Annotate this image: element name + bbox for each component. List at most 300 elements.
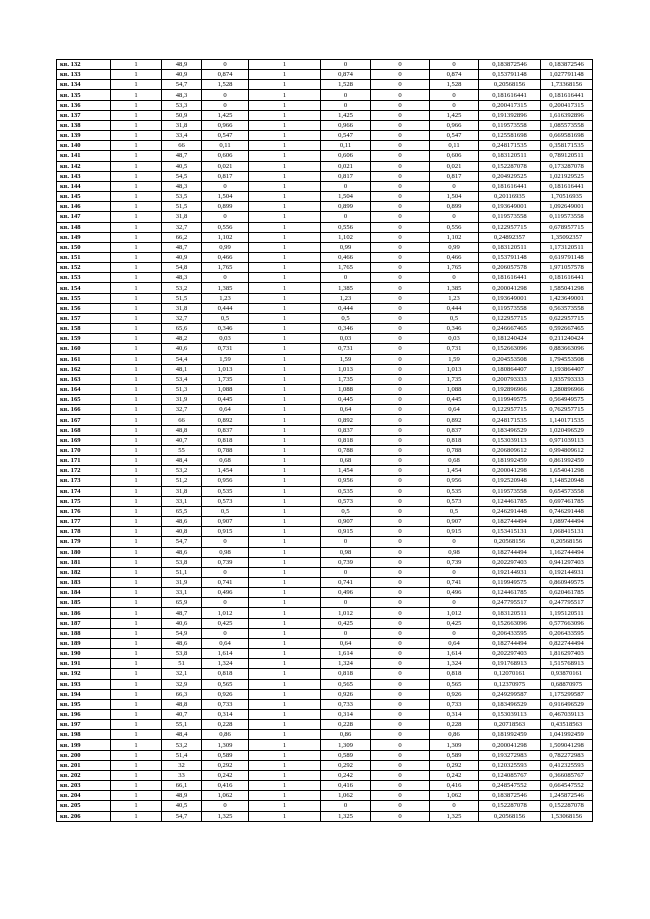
value-cell: 1,245872546 [541, 791, 593, 801]
value-cell: 0 [371, 781, 430, 791]
value-cell: 0 [371, 303, 430, 313]
apartment-label-cell: кв. 143 [57, 171, 111, 181]
value-cell: 0,817 [202, 171, 249, 181]
value-cell: 1 [249, 506, 321, 516]
value-cell: 1 [111, 120, 162, 130]
value-cell: 0 [321, 60, 371, 70]
apartment-label-cell: кв. 188 [57, 628, 111, 638]
value-cell: 0,181616441 [541, 181, 593, 191]
table-row [57, 90, 593, 100]
value-cell: 1 [249, 293, 321, 303]
value-cell: 33,1 [162, 588, 202, 598]
apartment-label-cell: кв. 154 [57, 283, 111, 293]
value-cell: 0,573 [321, 496, 371, 506]
apartment-label-cell: кв. 171 [57, 456, 111, 466]
value-cell: 0,966 [430, 120, 479, 130]
apartment-label-cell: кв. 155 [57, 293, 111, 303]
value-cell: 0,496 [430, 588, 479, 598]
value-cell: 1 [249, 649, 321, 659]
value-cell: 0 [430, 60, 479, 70]
apartment-label-cell: кв. 170 [57, 445, 111, 455]
value-cell: 0,03 [202, 334, 249, 344]
value-cell: 0,837 [430, 425, 479, 435]
value-cell: 1 [249, 313, 321, 323]
value-cell: 0 [371, 232, 430, 242]
apartment-label-cell: кв. 169 [57, 435, 111, 445]
apartment-label-cell: кв. 167 [57, 415, 111, 425]
value-cell: 1,062 [202, 791, 249, 801]
value-cell: 0,818 [202, 435, 249, 445]
value-cell: 1 [111, 100, 162, 110]
table-row [57, 192, 593, 202]
value-cell: 0,192520948 [479, 476, 541, 486]
value-cell: 1 [111, 171, 162, 181]
value-cell: 65,6 [162, 324, 202, 334]
value-cell: 0,249299587 [479, 689, 541, 699]
value-cell: 1,59 [321, 354, 371, 364]
value-cell: 0,733 [430, 699, 479, 709]
value-cell: 1 [249, 547, 321, 557]
value-cell: 1 [111, 313, 162, 323]
value-cell: 0,182744494 [479, 638, 541, 648]
value-cell: 1 [249, 730, 321, 740]
table-row [57, 131, 593, 141]
value-cell: 0,346 [321, 324, 371, 334]
value-cell: 53,8 [162, 649, 202, 659]
value-cell: 0,12370975 [479, 679, 541, 689]
value-cell: 0,200417315 [541, 100, 593, 110]
value-cell: 0,12070161 [479, 669, 541, 679]
value-cell: 0,669581698 [541, 131, 593, 141]
value-cell: 1,935793333 [541, 374, 593, 384]
table-row [57, 110, 593, 120]
value-cell: 0 [371, 141, 430, 151]
apartment-label-cell: кв. 149 [57, 232, 111, 242]
value-cell: 1 [111, 222, 162, 232]
value-cell: 54,7 [162, 811, 202, 821]
value-cell: 0 [371, 730, 430, 740]
table-row [57, 212, 593, 222]
value-cell: 48,9 [162, 791, 202, 801]
value-cell: 48,7 [162, 608, 202, 618]
value-cell: 0,183872546 [479, 60, 541, 70]
value-cell: 1 [111, 649, 162, 659]
table-row [57, 638, 593, 648]
value-cell: 0,192144931 [541, 567, 593, 577]
value-cell: 0,180864407 [479, 364, 541, 374]
value-cell: 0,68 [321, 456, 371, 466]
table-row [57, 801, 593, 811]
value-cell: 55 [162, 445, 202, 455]
value-cell: 31,8 [162, 212, 202, 222]
value-cell: 32,7 [162, 405, 202, 415]
value-cell: 0,971039113 [541, 435, 593, 445]
value-cell: 0,788 [202, 445, 249, 455]
value-cell: 0 [371, 252, 430, 262]
value-cell: 0,837 [202, 425, 249, 435]
value-cell: 48,1 [162, 364, 202, 374]
value-cell: 0,242 [430, 770, 479, 780]
value-cell: 0,20718563 [479, 720, 541, 730]
table-row [57, 100, 593, 110]
apartment-label-cell: кв. 138 [57, 120, 111, 130]
value-cell: 1,013 [321, 364, 371, 374]
value-cell: 1 [249, 445, 321, 455]
value-cell: 1 [111, 324, 162, 334]
value-cell: 0,926 [321, 689, 371, 699]
value-cell: 54,8 [162, 263, 202, 273]
value-cell: 0 [371, 110, 430, 120]
value-cell: 0,152663096 [479, 344, 541, 354]
value-cell: 0,496 [321, 588, 371, 598]
value-cell: 0,915 [321, 527, 371, 537]
table-row [57, 141, 593, 151]
value-cell: 0,183120511 [479, 151, 541, 161]
value-cell: 1 [249, 476, 321, 486]
table-row [57, 293, 593, 303]
apartment-label-cell: кв. 157 [57, 313, 111, 323]
apartment-label-cell: кв. 163 [57, 374, 111, 384]
value-cell: 65,5 [162, 506, 202, 516]
value-cell: 1 [111, 517, 162, 527]
value-cell: 0,200041298 [479, 466, 541, 476]
value-cell: 1,425 [430, 110, 479, 120]
value-cell: 1,509041298 [541, 740, 593, 750]
value-cell: 54,4 [162, 354, 202, 364]
value-cell: 0,11 [430, 141, 479, 151]
table-row [57, 456, 593, 466]
value-cell: 0,874 [430, 70, 479, 80]
value-cell: 0 [371, 659, 430, 669]
value-cell: 0,228 [202, 720, 249, 730]
table-row [57, 435, 593, 445]
value-cell: 0,153039113 [479, 710, 541, 720]
value-cell: 0,242 [321, 770, 371, 780]
value-cell: 0,200041298 [479, 283, 541, 293]
value-cell: 1 [111, 334, 162, 344]
table-row [57, 557, 593, 567]
value-cell: 1,309 [321, 740, 371, 750]
apartment-label-cell: кв. 196 [57, 710, 111, 720]
value-cell: 0 [371, 628, 430, 638]
value-cell: 1,454 [202, 466, 249, 476]
apartment-data-table [56, 59, 593, 822]
value-cell: 1 [249, 496, 321, 506]
value-cell: 1 [111, 588, 162, 598]
value-cell: 53,8 [162, 557, 202, 567]
value-cell: 0 [371, 263, 430, 273]
value-cell: 51,5 [162, 202, 202, 212]
value-cell: 1 [111, 415, 162, 425]
value-cell: 1 [249, 517, 321, 527]
value-cell: 0,183872546 [541, 60, 593, 70]
value-cell: 1 [249, 202, 321, 212]
value-cell: 40,5 [162, 801, 202, 811]
value-cell: 1 [111, 80, 162, 90]
value-cell: 0,606 [321, 151, 371, 161]
value-cell: 1,765 [321, 263, 371, 273]
apartment-label-cell: кв. 162 [57, 364, 111, 374]
value-cell: 53,2 [162, 466, 202, 476]
value-cell: 40,9 [162, 70, 202, 80]
value-cell: 40,6 [162, 344, 202, 354]
value-cell: 1,504 [202, 192, 249, 202]
table-row [57, 699, 593, 709]
value-cell: 53,4 [162, 374, 202, 384]
table-row [57, 313, 593, 323]
value-cell: 1,021929525 [541, 171, 593, 181]
value-cell: 0,247795517 [541, 598, 593, 608]
value-cell: 1 [111, 628, 162, 638]
value-cell: 1,35092357 [541, 232, 593, 242]
value-cell: 0,99 [321, 242, 371, 252]
value-cell: 0,416 [430, 781, 479, 791]
value-cell: 0 [371, 770, 430, 780]
table-row [57, 770, 593, 780]
value-cell: 1,528 [202, 80, 249, 90]
value-cell: 54,5 [162, 171, 202, 181]
apartment-label-cell: кв. 144 [57, 181, 111, 191]
value-cell: 1,324 [321, 659, 371, 669]
value-cell: 0,892 [202, 415, 249, 425]
value-cell: 1,089744494 [541, 517, 593, 527]
value-cell: 1,53068156 [541, 811, 593, 821]
value-cell: 48,7 [162, 151, 202, 161]
table-row [57, 405, 593, 415]
value-cell: 0 [371, 90, 430, 100]
apartment-label-cell: кв. 199 [57, 740, 111, 750]
value-cell: 1,614 [430, 649, 479, 659]
value-cell: 1,971057578 [541, 263, 593, 273]
value-cell: 66 [162, 415, 202, 425]
value-cell: 1,013 [430, 364, 479, 374]
value-cell: 54,7 [162, 80, 202, 90]
apartment-label-cell: кв. 161 [57, 354, 111, 364]
value-cell: 1,735 [321, 374, 371, 384]
apartment-label-cell: кв. 191 [57, 659, 111, 669]
value-cell: 66 [162, 141, 202, 151]
value-cell: 0,818 [430, 435, 479, 445]
apartment-label-cell: кв. 146 [57, 202, 111, 212]
value-cell: 0,535 [321, 486, 371, 496]
value-cell: 66,1 [162, 781, 202, 791]
value-cell: 1 [249, 577, 321, 587]
value-cell: 1 [249, 374, 321, 384]
value-cell: 0,122957715 [479, 222, 541, 232]
value-cell: 1 [111, 283, 162, 293]
apartment-label-cell: кв. 189 [57, 638, 111, 648]
value-cell: 1 [111, 151, 162, 161]
apartment-label-cell: кв. 179 [57, 537, 111, 547]
value-cell: 51,2 [162, 476, 202, 486]
value-cell: 0,573 [202, 496, 249, 506]
value-cell: 0,173287078 [541, 161, 593, 171]
value-cell: 0,565 [321, 679, 371, 689]
value-cell: 48,8 [162, 425, 202, 435]
value-cell: 0,926 [202, 689, 249, 699]
value-cell: 0,620461785 [541, 588, 593, 598]
value-cell: 1 [249, 232, 321, 242]
value-cell: 1,73368156 [541, 80, 593, 90]
value-cell: 1 [111, 181, 162, 191]
value-cell: 0,021 [430, 161, 479, 171]
apartment-label-cell: кв. 139 [57, 131, 111, 141]
apartment-label-cell: кв. 160 [57, 344, 111, 354]
apartment-label-cell: кв. 158 [57, 324, 111, 334]
value-cell: 0 [371, 385, 430, 395]
value-cell: 0,496 [202, 588, 249, 598]
value-cell: 1,616392896 [541, 110, 593, 120]
value-cell: 1,325 [321, 811, 371, 821]
value-cell: 1,585041298 [541, 283, 593, 293]
value-cell: 50,9 [162, 110, 202, 120]
value-cell: 31,8 [162, 120, 202, 130]
value-cell: 1 [111, 770, 162, 780]
value-cell: 1,515768913 [541, 659, 593, 669]
apartment-label-cell: кв. 206 [57, 811, 111, 821]
table-row [57, 517, 593, 527]
value-cell: 1 [111, 242, 162, 252]
value-cell: 1 [249, 679, 321, 689]
value-cell: 0,731 [321, 344, 371, 354]
value-cell: 1 [111, 445, 162, 455]
value-cell: 1,102 [430, 232, 479, 242]
value-cell: 0,664547552 [541, 781, 593, 791]
value-cell: 0,741 [321, 577, 371, 587]
value-cell: 0,892 [430, 415, 479, 425]
value-cell: 0 [430, 801, 479, 811]
value-cell: 0,68870975 [541, 679, 593, 689]
value-cell: 0 [371, 445, 430, 455]
value-cell: 0,193649001 [479, 202, 541, 212]
value-cell: 0,466 [202, 252, 249, 262]
table-row [57, 811, 593, 821]
value-cell: 0 [371, 334, 430, 344]
table-row [57, 334, 593, 344]
value-cell: 0,200041298 [479, 740, 541, 750]
value-cell: 40,7 [162, 435, 202, 445]
value-cell: 0,739 [202, 557, 249, 567]
value-cell: 0,589 [321, 750, 371, 760]
value-cell: 0 [371, 791, 430, 801]
value-cell: 0,592667465 [541, 324, 593, 334]
value-cell: 32,9 [162, 679, 202, 689]
value-cell: 0,5 [202, 506, 249, 516]
value-cell: 0,124085767 [479, 770, 541, 780]
value-cell: 0,956 [202, 476, 249, 486]
value-cell: 1,068415131 [541, 527, 593, 537]
value-cell: 0 [371, 70, 430, 80]
value-cell: 0 [371, 517, 430, 527]
value-cell: 1,020496529 [541, 425, 593, 435]
table-row [57, 161, 593, 171]
value-cell: 0,20568156 [541, 537, 593, 547]
value-cell: 40,8 [162, 527, 202, 537]
value-cell: 0 [371, 760, 430, 770]
value-cell: 51,5 [162, 293, 202, 303]
value-cell: 0,956 [430, 476, 479, 486]
value-cell: 0,20116935 [479, 192, 541, 202]
table-row [57, 303, 593, 313]
value-cell: 0 [321, 273, 371, 283]
value-cell: 0,86 [321, 730, 371, 740]
value-cell: 0,907 [321, 517, 371, 527]
value-cell: 0 [371, 608, 430, 618]
value-cell: 0 [371, 557, 430, 567]
value-cell: 0,547 [430, 131, 479, 141]
value-cell: 0,206809612 [479, 445, 541, 455]
value-cell: 0,697461785 [541, 496, 593, 506]
value-cell: 1 [249, 70, 321, 80]
value-cell: 0,246291448 [479, 506, 541, 516]
value-cell: 1 [249, 699, 321, 709]
value-cell: 1 [249, 618, 321, 628]
value-cell: 0 [371, 100, 430, 110]
value-cell: 1,324 [202, 659, 249, 669]
value-cell: 0,739 [430, 557, 479, 567]
table-row [57, 273, 593, 283]
apartment-label-cell: кв. 197 [57, 720, 111, 730]
value-cell: 1,325 [430, 811, 479, 821]
value-cell: 1 [111, 131, 162, 141]
apartment-label-cell: кв. 151 [57, 252, 111, 262]
table-row [57, 242, 593, 252]
value-cell: 0,535 [430, 486, 479, 496]
value-cell: 0 [321, 598, 371, 608]
apartment-label-cell: кв. 159 [57, 334, 111, 344]
apartment-label-cell: кв. 203 [57, 781, 111, 791]
value-cell: 0,874 [202, 70, 249, 80]
value-cell: 1 [249, 252, 321, 262]
value-cell: 0 [371, 415, 430, 425]
value-cell: 1,816297403 [541, 649, 593, 659]
table-row [57, 374, 593, 384]
value-cell: 0,966 [321, 120, 371, 130]
value-cell: 0,192144931 [479, 567, 541, 577]
value-cell: 0,24892357 [479, 232, 541, 242]
value-cell: 0 [371, 750, 430, 760]
value-cell: 1 [249, 781, 321, 791]
value-cell: 0,247795517 [479, 598, 541, 608]
value-cell: 1 [111, 141, 162, 151]
value-cell: 40,5 [162, 161, 202, 171]
value-cell: 1 [249, 567, 321, 577]
value-cell: 0,314 [430, 710, 479, 720]
value-cell: 48,2 [162, 334, 202, 344]
value-cell: 1 [249, 263, 321, 273]
value-cell: 31,9 [162, 395, 202, 405]
value-cell: 0 [371, 496, 430, 506]
value-cell: 0,956 [321, 476, 371, 486]
apartment-label-cell: кв. 177 [57, 517, 111, 527]
value-cell: 1 [249, 110, 321, 120]
value-cell: 1 [249, 212, 321, 222]
value-cell: 0 [371, 598, 430, 608]
apartment-label-cell: кв. 180 [57, 547, 111, 557]
value-cell: 0 [202, 598, 249, 608]
value-cell: 0,99 [202, 242, 249, 252]
value-cell: 1 [249, 181, 321, 191]
value-cell: 0 [371, 588, 430, 598]
value-cell: 0,64 [202, 638, 249, 648]
value-cell: 0,292 [321, 760, 371, 770]
value-cell: 0 [371, 669, 430, 679]
value-cell: 0,183872546 [479, 791, 541, 801]
value-cell: 0,762957715 [541, 405, 593, 415]
value-cell: 1 [111, 791, 162, 801]
value-cell: 40,9 [162, 252, 202, 262]
value-cell: 0 [202, 90, 249, 100]
